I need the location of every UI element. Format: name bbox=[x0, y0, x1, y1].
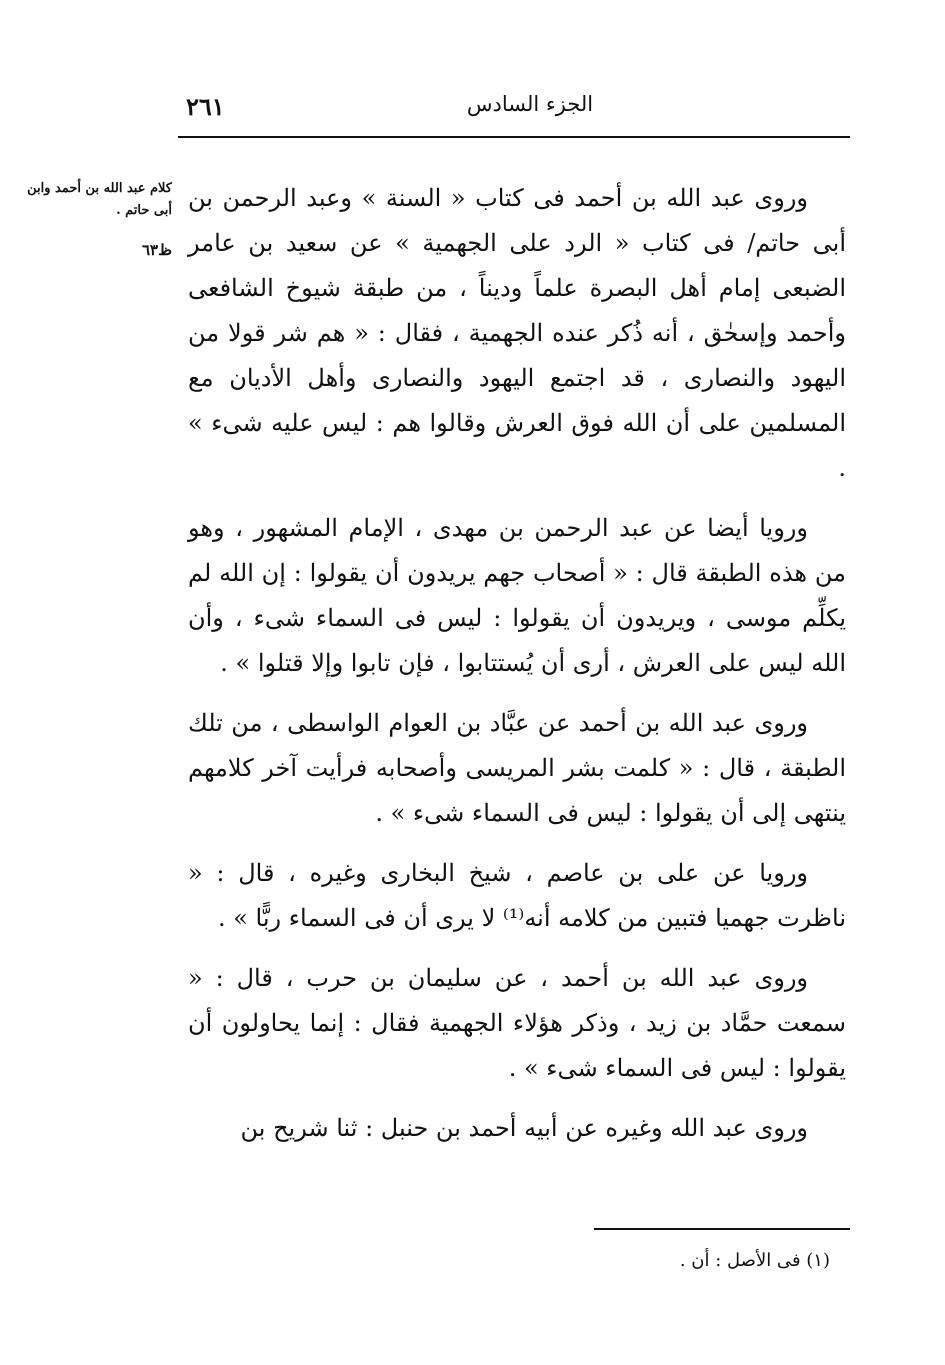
footnote-rule bbox=[594, 1228, 850, 1230]
header-rule bbox=[178, 136, 850, 138]
paragraph: ورويا أيضا عن عبد الرحمن بن مهدى ، الإمام المشهور ، وهو من هذه الطبقة قال : « أصحاب جهم يريدون أن يقولوا : إن الله لم يكلِّم موسى ، ويريدون أن يقولوا : ليس فى السماء شىء ، وأن الله ليس على العرش ، أرى أن يُستتابوا ، فإن تابوا وإلا قتلوا » . bbox=[188, 514, 846, 677]
margin-folio-marker: ظ٦٣ bbox=[142, 241, 172, 259]
paragraph: وروى عبد الله وغيره عن أبيه أحمد بن حنبل : ثنا شريح بن bbox=[240, 1114, 808, 1142]
running-header-title: الجزء السادس bbox=[466, 92, 594, 116]
main-text-block bbox=[188, 176, 847, 1142]
paragraph: ورويا عن على بن عاصم ، شيخ البخارى وغيره ، قال : « ناظرت جهميا فتبين من كلامه أنه⁽¹⁾ لا يرى أن فى السماء ربًّا » . bbox=[188, 859, 846, 932]
paragraph: وروى عبد الله بن أحمد ، عن سليمان بن حرب ، قال : « سمعت حمَّاد بن زيد ، وذكر هؤلاء الجهمية فقال : إنما يحاولون أن يقولوا : ليس فى السماء شىء » . bbox=[188, 964, 846, 1082]
margin-note: كلام عبد الله بن أحمد وابن أبى حاتم . bbox=[27, 181, 172, 218]
page-number: ٢٦١ bbox=[186, 92, 225, 121]
paragraph: وروى عبد الله بن أحمد عن عبَّاد بن العوام الواسطى ، من تلك الطبقة ، قال : « كلمت بشر المريسى وأصحابه فرأيت آخر كلامهم ينتهى إلى أن يقولوا : ليس فى السماء شىء » . bbox=[188, 709, 846, 827]
paragraph: وروى عبد الله بن أحمد فى كتاب « السنة » وعبد الرحمن بن أبى حاتم/ فى كتاب « الرد على الجهمية » عن سعيد بن عامر الضبعى إمام أهل البصرة علماً وديناً ، من طبقة شيوخ الشافعى وأحمد وإسحٰق ، أنه ذُكر عنده الجهمية ، فقال : « هم شر قولا من اليهود والنصارى ، قد اجتمع اليهود والنصارى وأهل الأديان مع المسلمين على أن الله فوق العرش وقالوا هم : ليس عليه شىء » . bbox=[188, 184, 847, 482]
footnote: (١) فى الأصل : أن . bbox=[679, 1250, 830, 1271]
